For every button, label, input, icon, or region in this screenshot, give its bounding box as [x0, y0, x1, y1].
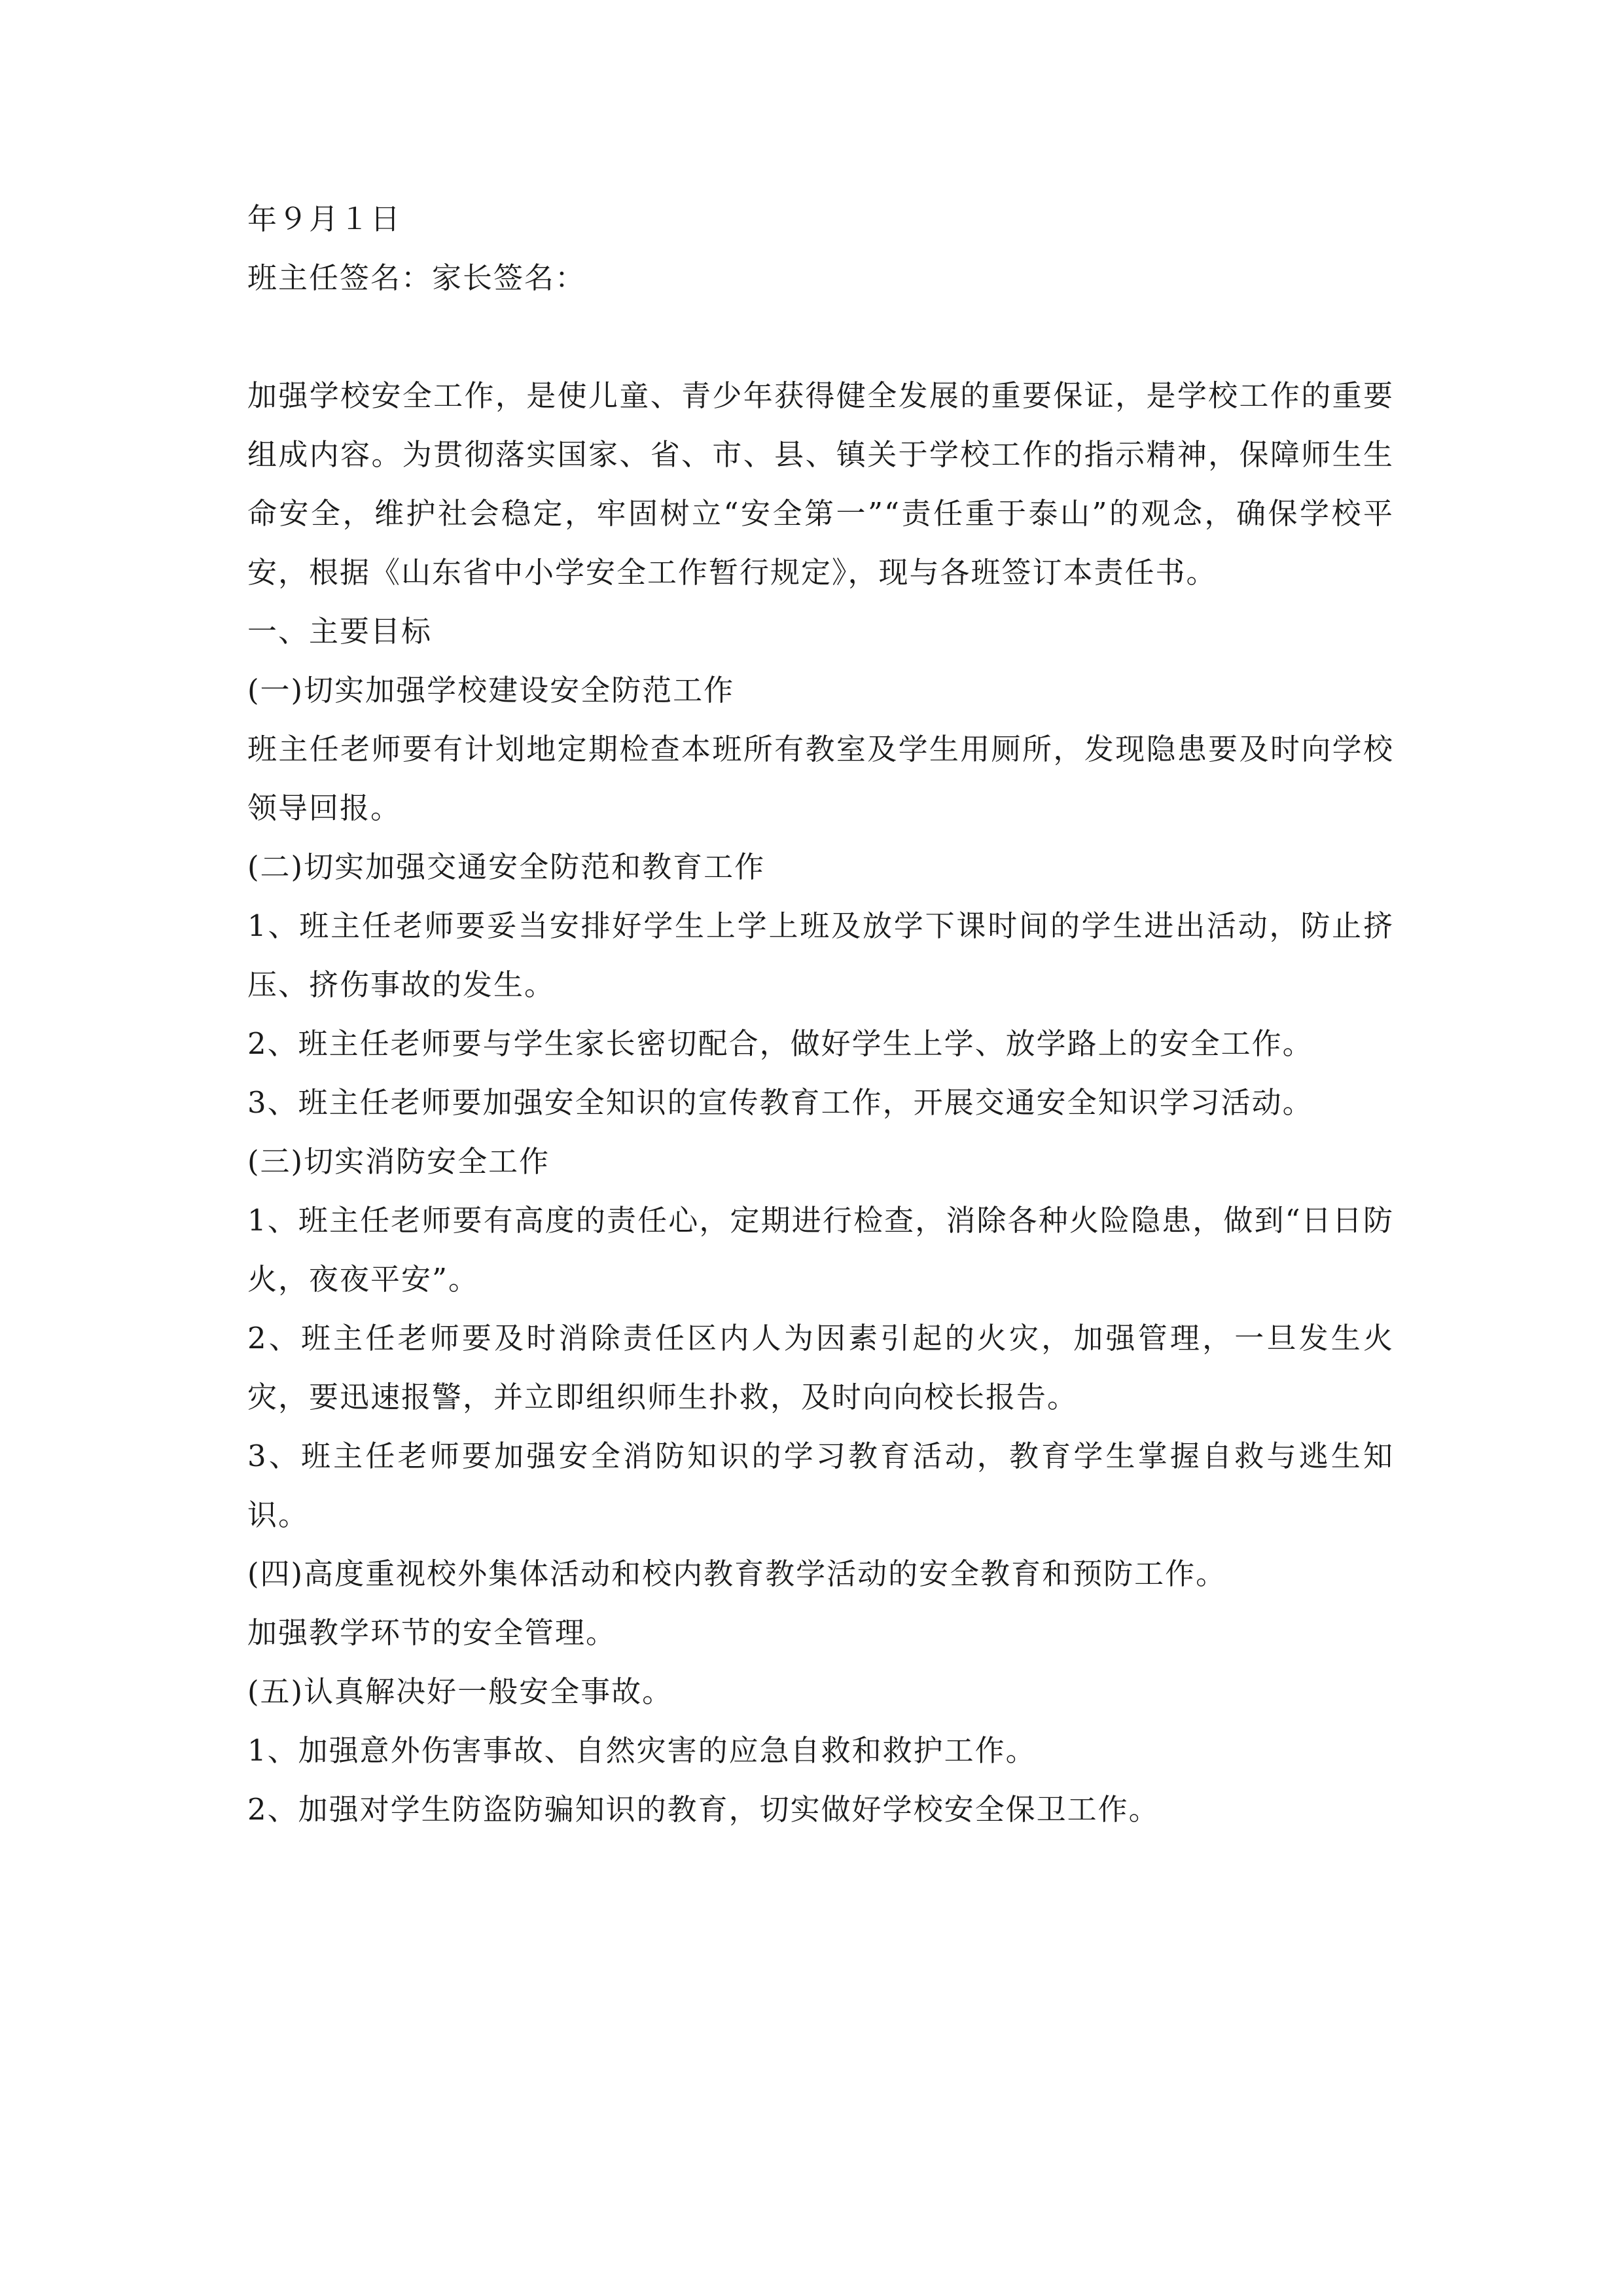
blank-line — [247, 308, 1394, 367]
intro-paragraph: 加强学校安全工作，是使儿童、青少年获得健全发展的重要保证，是学校工作的重要组成内容。为贯彻落实国家、省、市、县、镇关于学校工作的指示精神，保障师生生命安全，维护社会稳定，牢固树立“安全第一”“责任重于泰山”的观念，确保学校平安，根据《山东省中小学安全工作暂行规定》，现与各班签订本责任书。 — [247, 378, 1394, 590]
subsection-heading-3: (三)切实消防安全工作 — [247, 1144, 550, 1179]
list-item: 3、班主任老师要加强安全消防知识的学习教育活动，教育学生掌握自救与逃生知识。 — [247, 1439, 1394, 1532]
paragraph: 班主任老师要有计划地定期检查本班所有教室及学生用厕所，发现隐患要及时向学校领导回报。 — [247, 732, 1394, 825]
document-body — [247, 190, 1394, 1839]
list-item: 1、班主任老师要有高度的责任心，定期进行检查，消除各种火险隐患，做到“日日防火，夜夜平安”。 — [247, 1203, 1394, 1297]
list-item: 1、班主任老师要妥当安排好学生上学上班及放学下课时间的学生进出活动，防止挤压、挤伤事故的发生。 — [247, 908, 1394, 1002]
list-item: 1、加强意外伤害事故、自然灾害的应急自救和救护工作。 — [247, 1733, 1037, 1768]
subsection-heading-1: (一)切实加强学校建设安全防范工作 — [247, 673, 735, 708]
section-heading-main-goals: 一、主要目标 — [247, 614, 433, 649]
list-item: 2、班主任老师要及时消除责任区内人为因素引起的火灾，加强管理，一旦发生火灾，要迅速报警，并立即组织师生扑救，及时向向校长报告。 — [247, 1321, 1394, 1414]
list-item: 2、加强对学生防盗防骗知识的教育，切实做好学校安全保卫工作。 — [247, 1792, 1160, 1827]
subsection-heading-4: (四)高度重视校外集体活动和校内教育教学活动的安全教育和预防工作。 — [247, 1556, 1227, 1591]
list-item: 2、班主任老师要与学生家长密切配合，做好学生上学、放学路上的安全工作。 — [247, 1026, 1313, 1061]
subsection-heading-2: (二)切实加强交通安全防范和教育工作 — [247, 850, 766, 884]
subsection-heading-5: (五)认真解决好一般安全事故。 — [247, 1674, 673, 1709]
signature-line: 班主任签名：家长签名： — [247, 260, 586, 295]
paragraph: 加强教学环节的安全管理。 — [247, 1615, 617, 1650]
list-item: 3、班主任老师要加强安全知识的宣传教育工作，开展交通安全知识学习活动。 — [247, 1085, 1313, 1120]
date-line: 年９月１日 — [247, 202, 402, 236]
